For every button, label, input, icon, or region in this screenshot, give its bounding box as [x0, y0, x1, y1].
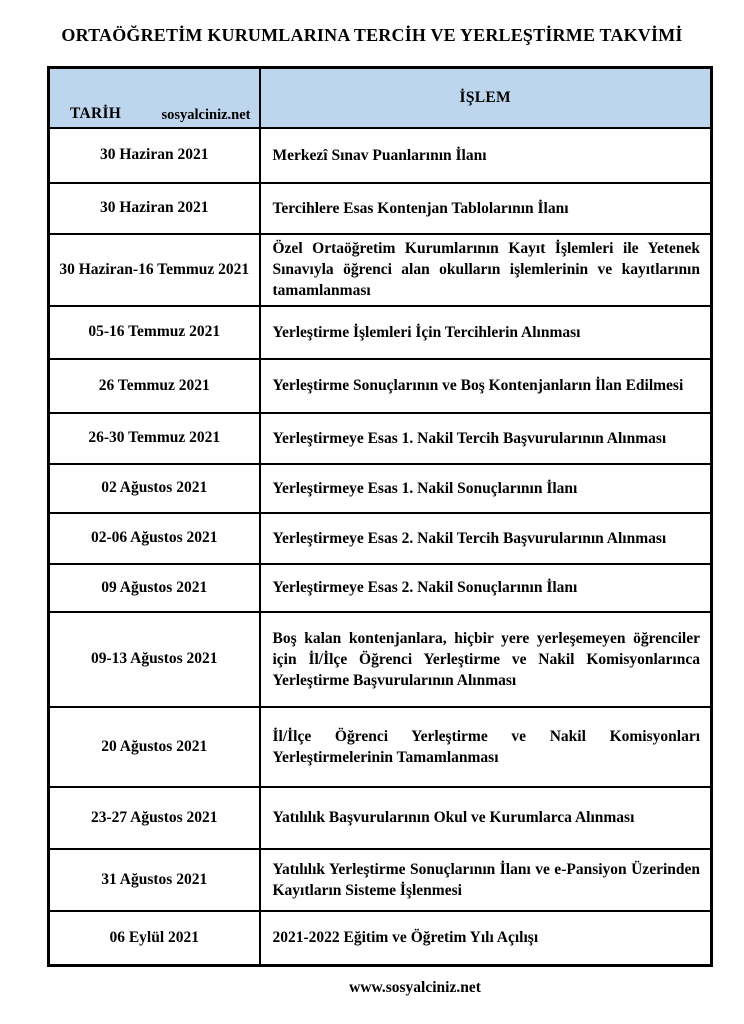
table-row: [49, 234, 712, 306]
date-cell: 26 Temmuz 2021: [49, 359, 260, 413]
table-row: [49, 464, 712, 513]
date-column-header: [49, 68, 260, 128]
process-column-header: İŞLEM: [260, 68, 712, 128]
date-header-label: TARİH: [70, 105, 122, 122]
table-row: [49, 513, 712, 564]
process-cell: Yerleştirme İşlemleri İçin Tercihlerin Alınması: [260, 306, 712, 359]
date-cell: 02-06 Ağustos 2021: [49, 513, 260, 564]
date-cell: 30 Haziran 2021: [49, 183, 260, 234]
date-cell: 09 Ağustos 2021: [49, 564, 260, 612]
process-cell: 2021-2022 Eğitim ve Öğretim Yılı Açılışı: [260, 911, 712, 966]
table-row: [49, 306, 712, 359]
table-row: [49, 183, 712, 234]
date-cell: 26-30 Temmuz 2021: [49, 413, 260, 464]
table-row: [49, 128, 712, 183]
process-cell: Yatılılık Başvurularının Okul ve Kurumlarca Alınması: [260, 787, 712, 849]
watermark-text: sosyalciniz.net: [161, 106, 251, 123]
date-cell: 09-13 Ağustos 2021: [49, 612, 260, 707]
date-cell: 23-27 Ağustos 2021: [49, 787, 260, 849]
table-row: [49, 849, 712, 911]
process-cell: Yerleştirme Sonuçlarının ve Boş Kontenjanların İlan Edilmesi: [260, 359, 712, 413]
date-cell: 06 Eylül 2021: [49, 911, 260, 966]
process-cell: Tercihlere Esas Kontenjan Tablolarının İlanı: [260, 183, 712, 234]
page-title: ORTAÖĞRETİM KURUMLARINA TERCİH VE YERLEŞTİRME TAKVİMİ: [61, 25, 683, 45]
date-cell: 05-16 Temmuz 2021: [49, 306, 260, 359]
process-cell: Yerleştirmeye Esas 1. Nakil Sonuçlarının İlanı: [260, 464, 712, 513]
process-cell: Yerleştirmeye Esas 2. Nakil Tercih Başvurularının Alınması: [260, 513, 712, 564]
process-cell: Yerleştirmeye Esas 2. Nakil Sonuçlarının İlanı: [260, 564, 712, 612]
process-cell: Merkezî Sınav Puanlarının İlanı: [260, 128, 712, 183]
process-cell: Özel Ortaöğretim Kurumlarının Kayıt İşlemleri ile Yetenek Sınavıyla öğrenci alan okulların işlemlerinin ve kayıtlarının tamamlanması: [260, 234, 712, 306]
table-row: [49, 612, 712, 707]
table-row: [49, 787, 712, 849]
process-cell: Yerleştirmeye Esas 1. Nakil Tercih Başvurularının Alınması: [260, 413, 712, 464]
table-row: [49, 707, 712, 787]
table-row: [49, 911, 712, 966]
date-cell: 30 Haziran 2021: [49, 128, 260, 183]
placement-calendar-table: [47, 66, 713, 967]
date-cell: 02 Ağustos 2021: [49, 464, 260, 513]
footer-site-url: www.sosyalciniz.net: [349, 979, 481, 996]
table-row: [49, 413, 712, 464]
date-cell: 30 Haziran-16 Temmuz 2021: [49, 234, 260, 306]
date-cell: 31 Ağustos 2021: [49, 849, 260, 911]
table-row: [49, 359, 712, 413]
table-row: [49, 564, 712, 612]
date-cell: 20 Ağustos 2021: [49, 707, 260, 787]
table-header-row: [49, 68, 712, 128]
process-cell: İl/İlçe Öğrenci Yerleştirme ve Nakil Komisyonları Yerleştirmelerinin Tamamlanması: [260, 707, 712, 787]
process-cell: Yatılılık Yerleştirme Sonuçlarının İlanı ve e-Pansiyon Üzerinden Kayıtların Sisteme İşlenmesi: [260, 849, 712, 911]
process-cell: Boş kalan kontenjanlara, hiçbir yere yerleşemeyen öğrenciler için İl/İlçe Öğrenci Yerleştirme ve Nakil Komisyonlarınca Yerleştirme Başvurularının Alınması: [260, 612, 712, 707]
